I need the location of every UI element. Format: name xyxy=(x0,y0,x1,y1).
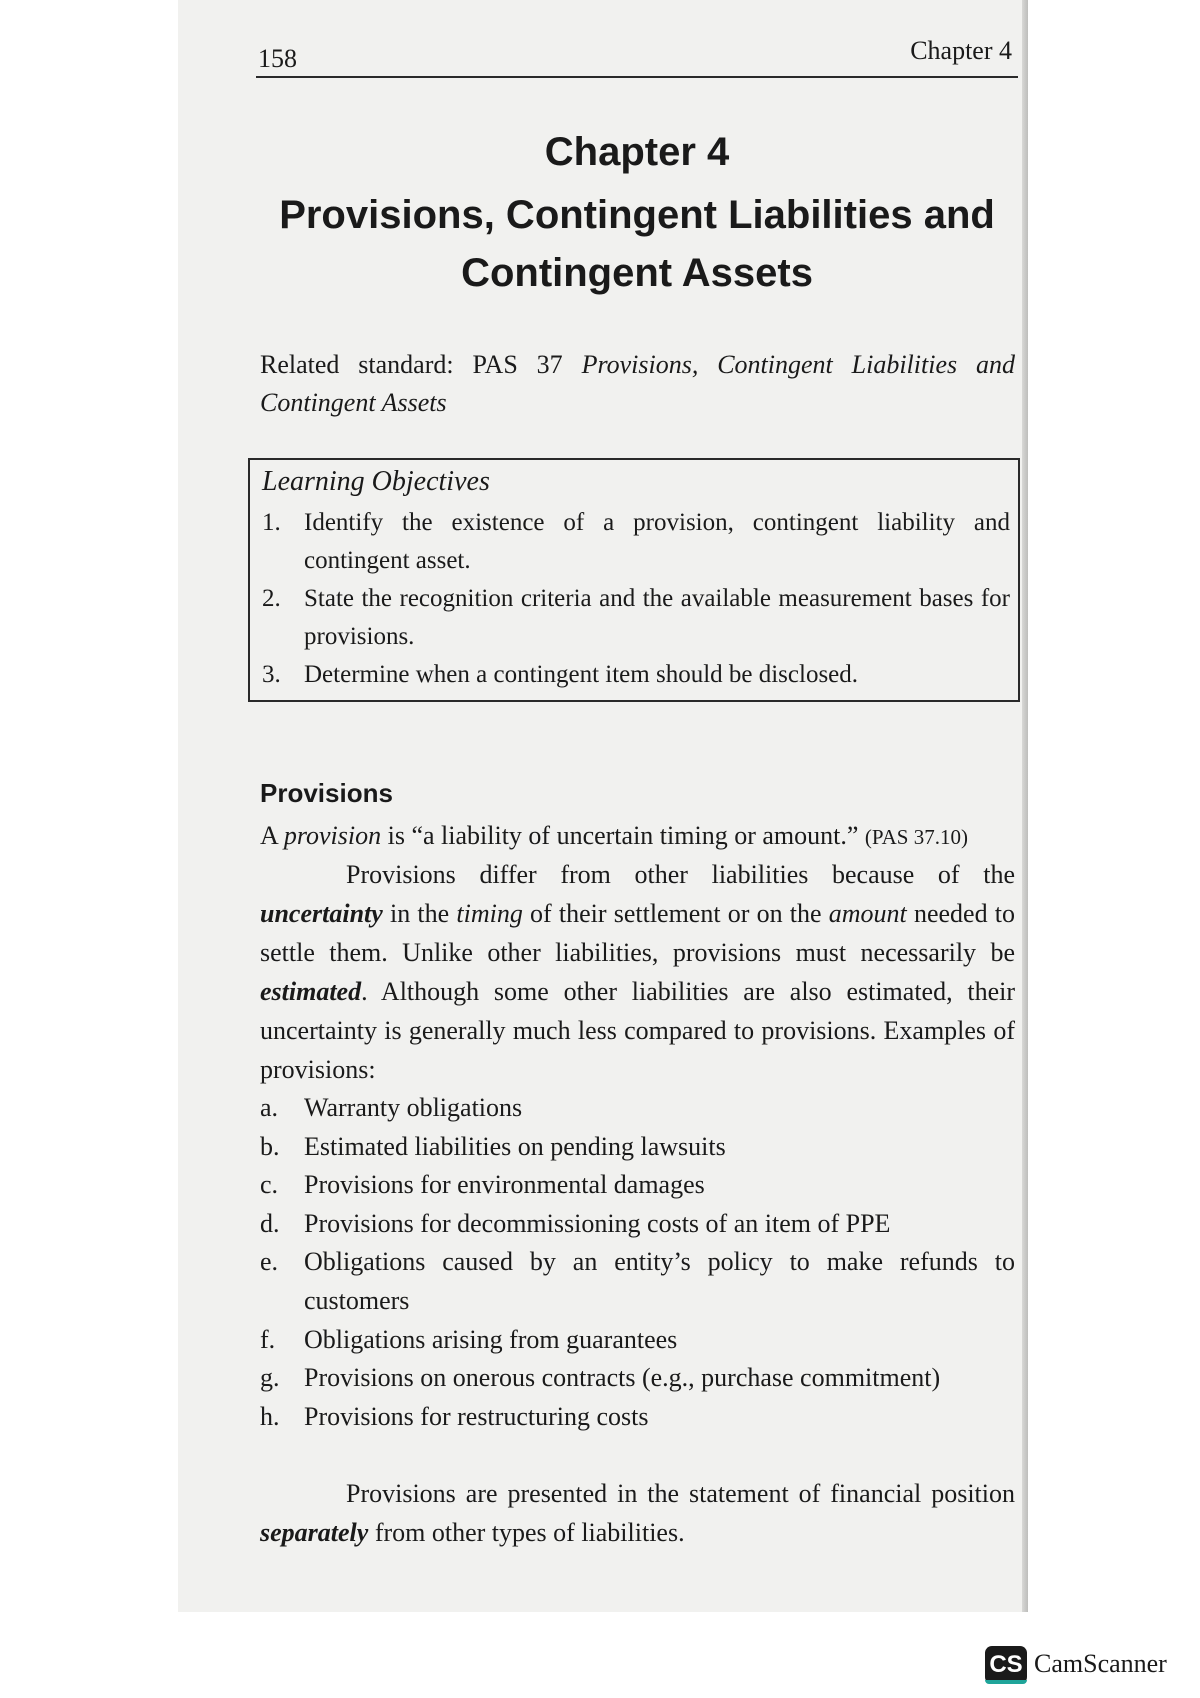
chapter-number: Chapter 4 xyxy=(544,130,730,174)
paragraph-text: in the xyxy=(382,899,457,928)
running-head: Chapter 4 xyxy=(910,36,1012,65)
learning-objectives-title: Learning Objectives xyxy=(262,466,490,497)
example-text: Provisions for decommissioning costs of an item of PPE xyxy=(304,1208,891,1238)
related-standard-prefix: Related standard: PAS 37 xyxy=(260,350,582,379)
page-number: 158 xyxy=(258,44,297,73)
emphasis-uncertainty: uncertainty xyxy=(260,899,383,928)
example-letter: e. xyxy=(260,1247,279,1277)
emphasis-separately: separately xyxy=(260,1518,369,1547)
example-item xyxy=(260,1398,1015,1437)
chapter-title-line2: Contingent Assets xyxy=(461,251,813,295)
objective-item xyxy=(262,580,1010,656)
provisions-paragraph xyxy=(260,855,1015,1089)
objective-item xyxy=(262,504,1010,580)
paragraph-text: of their settlement or on the xyxy=(522,899,829,928)
example-letter: f. xyxy=(260,1324,276,1354)
example-letter: b. xyxy=(260,1131,280,1161)
presentation-paragraph xyxy=(260,1474,1015,1552)
objective-text: State the recognition criteria and the available measurement bases for provisions. xyxy=(304,585,1010,650)
example-text: Obligations caused by an entity’s policy to make refunds to customers xyxy=(304,1247,1015,1315)
example-text: Warranty obligations xyxy=(304,1093,523,1122)
example-item xyxy=(260,1321,1015,1360)
example-item xyxy=(260,1359,1015,1398)
example-text: Estimated liabilities on pending lawsuits xyxy=(304,1131,726,1161)
objective-number: 1. xyxy=(262,509,281,536)
page-edge-shadow xyxy=(1022,0,1028,1612)
section-heading-provisions: Provisions xyxy=(260,778,393,808)
paragraph-text: . Although some other liabilities are also estimated, their uncertainty is generally much less compared to provisions. Examples of provisions: xyxy=(260,977,1015,1084)
example-text: Provisions for restructuring costs xyxy=(304,1401,649,1431)
paragraph-text: Provisions differ from other liabilities because of the xyxy=(346,860,1015,889)
example-letter: d. xyxy=(260,1208,280,1238)
provision-definition xyxy=(260,816,1015,857)
example-item xyxy=(260,1243,1015,1320)
example-item xyxy=(260,1166,1015,1205)
objective-text: Identify the existence of a provision, contingent liability and contingent asset. xyxy=(304,509,1010,574)
example-item xyxy=(260,1089,1015,1128)
objective-number: 3. xyxy=(262,661,281,688)
definition-text: is “a liability of uncertain timing or amount.” xyxy=(381,821,865,850)
example-letter: a. xyxy=(260,1093,279,1122)
example-item xyxy=(260,1128,1015,1167)
example-letter: g. xyxy=(260,1363,280,1393)
camscanner-logo-icon: CS xyxy=(985,1646,1027,1684)
definition-prefix: A xyxy=(260,821,284,850)
chapter-title xyxy=(256,186,1018,302)
header-rule xyxy=(256,76,1018,78)
definition-reference: (PAS 37.10) xyxy=(864,825,968,849)
related-standard xyxy=(260,346,1015,422)
related-standard-title: Provisions, Contingent Liabilities and Contingent Assets xyxy=(260,350,1015,417)
chapter-title-line1: Provisions, Contingent Liabilities and xyxy=(279,193,995,237)
definition-term: provision xyxy=(283,821,382,850)
example-letter: c. xyxy=(260,1170,279,1200)
example-item xyxy=(260,1205,1015,1244)
objective-text: Determine when a contingent item should be disclosed. xyxy=(304,661,859,688)
emphasis-amount: amount xyxy=(828,899,907,928)
example-text: Provisions on onerous contracts (e.g., purchase commitment) xyxy=(304,1363,941,1393)
provision-examples-list xyxy=(260,1089,1015,1436)
paragraph-text: needed to settle them. Unlike other liabilities, provisions must necessarily be xyxy=(260,899,1015,967)
learning-objectives-box xyxy=(248,458,1020,702)
example-text: Obligations arising from guarantees xyxy=(304,1324,678,1354)
learning-objectives-list xyxy=(262,504,1010,694)
objective-number: 2. xyxy=(262,585,281,612)
example-text: Provisions for environmental damages xyxy=(304,1170,705,1200)
camscanner-logo-accent xyxy=(985,1680,1027,1684)
objective-item xyxy=(262,656,1010,694)
paragraph-text: from other types of liabilities. xyxy=(368,1518,685,1547)
camscanner-watermark-text: CamScanner xyxy=(1034,1649,1167,1678)
emphasis-timing: timing xyxy=(456,899,523,928)
example-letter: h. xyxy=(260,1401,280,1431)
paragraph-text: Provisions are presented in the statement of financial position xyxy=(346,1479,1015,1508)
emphasis-estimated: estimated xyxy=(260,977,362,1006)
